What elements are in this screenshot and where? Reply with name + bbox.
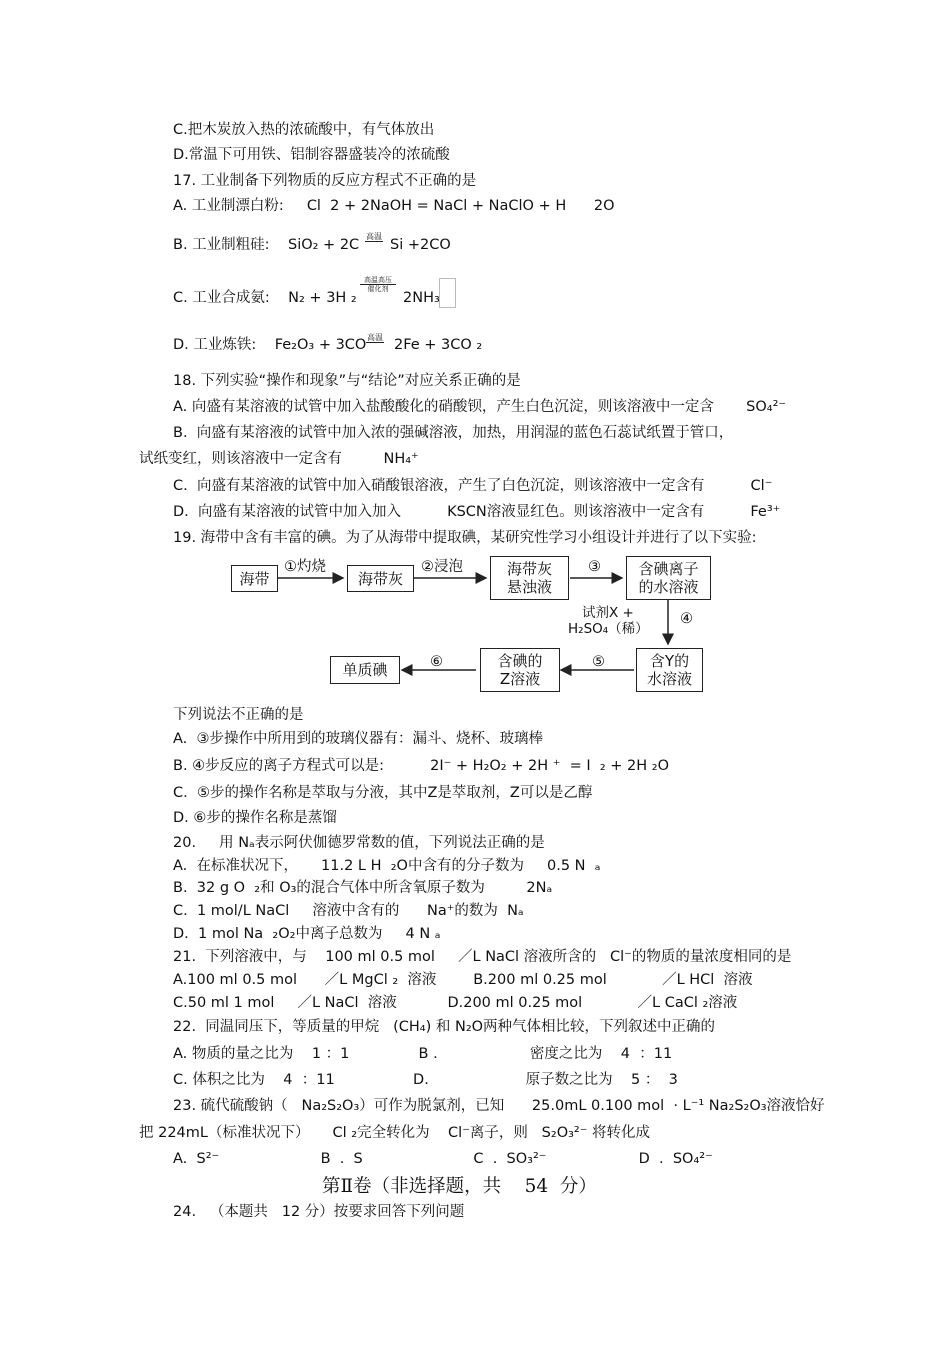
option-17d-right: 2Fe + 3CO ₂ [394, 337, 483, 353]
option-19a: A. ③步操作中所用到的玻璃仪器有：漏斗、烧杯、玻璃棒 [173, 731, 543, 747]
option-17c-right: 2NH₃ [403, 290, 440, 306]
option-21ab: A.100 ml 0.5 mol ／L MgCl ₂ 溶液 B.200 ml 0.25 mol ／L HCl 溶液 [173, 972, 753, 988]
option-19d: D. ⑥步的操作名称是蒸馏 [173, 810, 337, 826]
option-20a: A. 在标准状况下， 11.2 L H ₂O中含有的分子数为 0.5 N ₐ [173, 858, 601, 874]
flow-step-2: ②浸泡 [421, 559, 463, 575]
option-22cd: C. 体积之比为 4 ：11 D. 原子数之比为 5 ： 3 [173, 1072, 678, 1088]
question-17: 17. 工业制备下列物质的反应方程式不正确的是 [173, 173, 477, 189]
option-21cd: C.50 ml 1 mol ／L NaCl 溶液 D.200 ml 0.25 mol ／L CaCl ₂溶液 [173, 995, 738, 1011]
flow-step-4-reagent-1: 试剂X + [582, 605, 634, 621]
option-19b: B. ④步反应的离子方程式可以是: 2I⁻ + H₂O₂ + 2H ⁺ = I ₂ + 2H ₂O [173, 758, 669, 774]
section-2-heading: 第Ⅱ卷（非选择题，共 54 分） [322, 1176, 597, 1197]
flow-step-3: ③ [588, 559, 601, 575]
flow-step-1: ①灼烧 [284, 559, 326, 575]
flow-step-5: ⑤ [592, 654, 605, 670]
option-18c: C. 向盛有某溶液的试管中加入硝酸银溶液，产生了白色沉淀，则该溶液中一定含有 Cl⁻ [173, 478, 773, 494]
option-16d: D.常温下可用铁、铝制容器盛装冷的浓硫酸 [173, 147, 450, 163]
option-20c: C. 1 mol/L NaCl 溶液中含有的 Na⁺的数为 Nₐ [173, 903, 524, 919]
option-17c-left: C. 工业合成氨: N₂ + 3H ₂ [173, 290, 357, 306]
option-19c: C. ⑤步的操作名称是萃取与分液，其中Z是萃取剂，Z可以是乙醇 [173, 785, 593, 801]
flow-step-4: ④ [680, 611, 693, 627]
option-17b-left: B. 工业制粗硅: SiO₂ + 2C [173, 237, 360, 253]
option-23: A. S²⁻ B . S C . SO₃²⁻ D . SO₄²⁻ [173, 1151, 713, 1167]
question-18: 18. 下列实验“操作和现象”与“结论”对应关系正确的是 [173, 373, 521, 389]
condition-haber-bottom: 催化剂 [367, 285, 389, 293]
flow-box-iodide-solution: 含碘离子 的水溶液 [626, 556, 711, 600]
flow-box-iodine: 单质碘 [330, 656, 400, 684]
condition-haber-top: 高温高压 [360, 276, 396, 285]
option-17a: A. 工业制漂白粉: Cl 2 + 2NaOH = NaCl + NaClO + H 2O [173, 198, 615, 214]
option-18b: B. 向盛有某溶液的试管中加入浓的强碱溶液，加热，用润湿的蓝色石蕊试纸置于管口， [173, 425, 734, 441]
option-17d-left: D. 工业炼铁: Fe₂O₃ + 3CO [173, 337, 367, 353]
question-22: 22. 同温同压下，等质量的甲烷 (CH₄) 和 N₂O两种气体相比较，下列叙述中正确的 [173, 1019, 716, 1035]
option-18a: A. 向盛有某溶液的试管中加入盐酸酸化的硝酸钡，产生白色沉淀，则该溶液中一定含 SO₄²⁻ [173, 399, 787, 415]
question-23: 23. 硫代硫酸钠（ Na₂S₂O₃）可作为脱氯剂，已知 25.0mL 0.100 mol · L⁻¹ Na₂S₂O₃溶液恰好 [173, 1098, 825, 1114]
flow-step-6: ⑥ [430, 654, 443, 670]
question-23-cont: 把 224mL（标准状况下） Cl ₂完全转化为 Cl⁻离子，则 S₂O₃²⁻ 将转化成 [139, 1125, 650, 1141]
flow-box-iodine-z-solution: 含碘的 Z溶液 [480, 648, 560, 692]
flow-box-seaweed: 海带 [231, 565, 278, 592]
option-17b-right: Si +2CO [390, 237, 451, 253]
option-22ab: A. 物质的量之比为 1 ：1 B . 密度之比为 4 ：11 [173, 1046, 673, 1062]
option-20d: D. 1 mol Na ₂O₂中离子总数为 4 N ₐ [173, 926, 441, 942]
question-19-prompt: 下列说法不正确的是 [173, 707, 304, 723]
condition-high-temp-2: 高温 [367, 333, 383, 342]
flow-box-ash-suspension: 海带灰 悬浊液 [490, 556, 569, 600]
question-19: 19. 海带中含有丰富的碘。为了从海带中提取碘，某研究性学习小组设计并进行了以下实验: [173, 530, 757, 546]
question-20: 20. 用 Nₐ表示阿伏伽德罗常数的值，下列说法正确的是 [173, 835, 545, 851]
question-24: 24. （本题共 12 分）按要求回答下列问题 [173, 1204, 465, 1220]
option-16c: C.把木炭放入热的浓硫酸中，有气体放出 [173, 122, 435, 138]
condition-high-temp: 高温 [366, 232, 382, 241]
option-20b: B. 32 g O ₂和 O₃的混合气体中所含氧原子数为 2Nₐ [173, 880, 553, 896]
flow-step-4-reagent-2: H₂SO₄（稀） [568, 621, 649, 637]
flow-box-y-solution: 含Y的 水溶液 [636, 648, 703, 692]
option-18d: D. 向盛有某溶液的试管中加入加入 KSCN溶液显红色。则该溶液中一定含有 Fe³⁺ [173, 504, 781, 520]
question-21: 21. 下列溶液中，与 100 ml 0.5 mol ／L NaCl 溶液所含的 Cl⁻的物质的量浓度相同的是 [173, 949, 792, 965]
flow-box-seaweed-ash: 海带灰 [347, 565, 414, 592]
option-18b-cont: 试纸变红，则该溶液中一定含有 NH₄⁺ [139, 451, 419, 467]
